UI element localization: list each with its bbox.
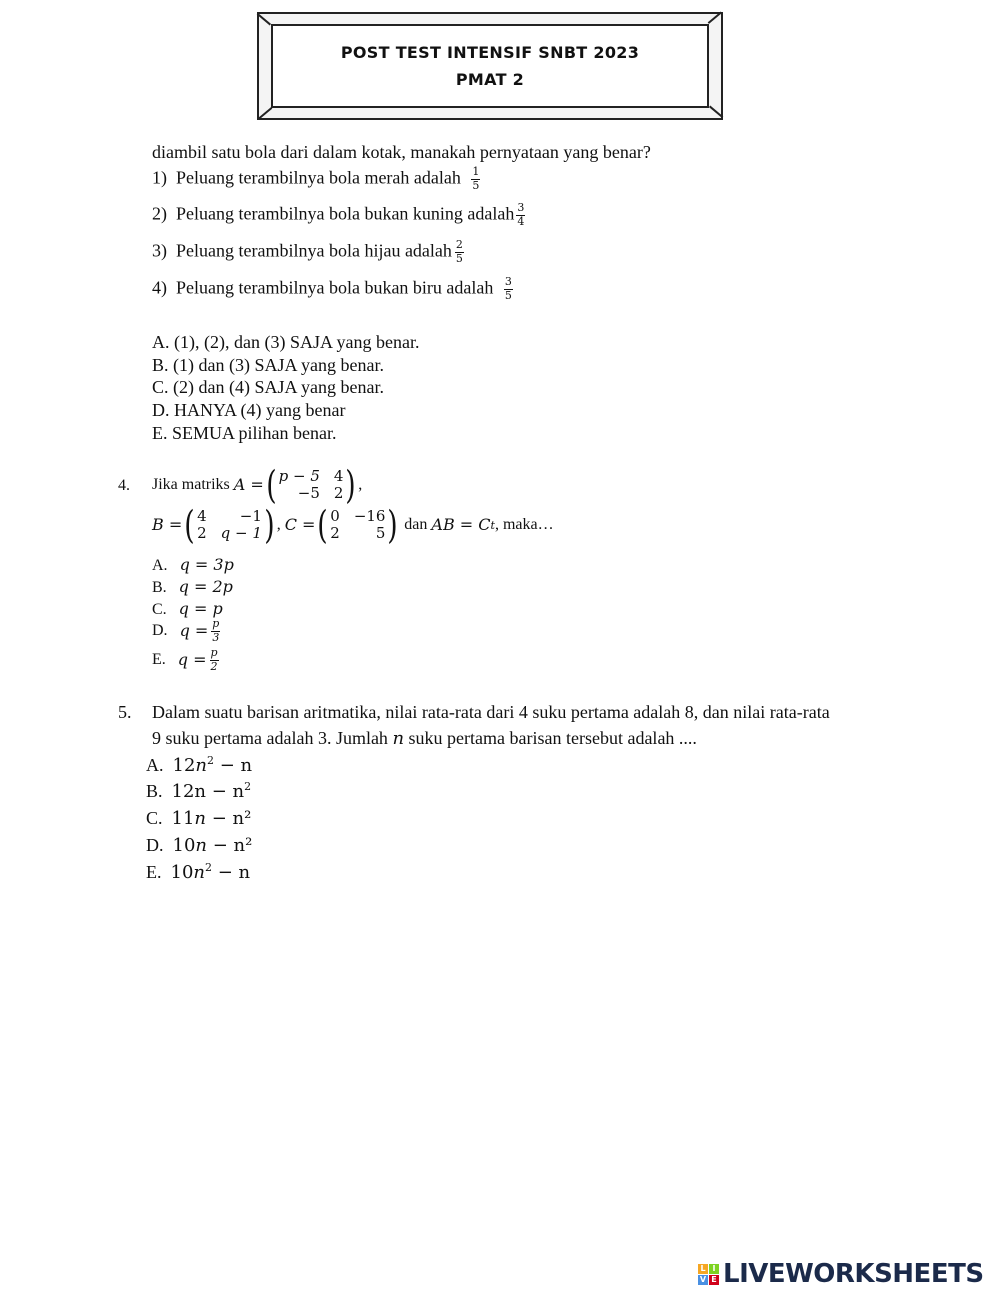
fraction-numerator: p	[210, 646, 218, 659]
matrix-cell: 4	[197, 506, 207, 525]
q5-option-b[interactable]	[146, 781, 251, 801]
q5-var: n	[392, 728, 405, 749]
q3-statement-1	[152, 166, 480, 192]
fraction	[455, 239, 464, 265]
q4-option-d[interactable]	[152, 618, 220, 644]
fraction-numerator: p	[212, 617, 220, 630]
matrix-cell: q − 1	[220, 524, 262, 542]
option-expr-part: − n	[212, 862, 251, 883]
option-letter: C.	[152, 601, 167, 618]
option-expr-part: 12	[172, 755, 196, 776]
q5-option-e[interactable]	[146, 862, 250, 882]
fraction	[471, 166, 480, 192]
q3-option-a[interactable]: A. (1), (2), dan (3) SAJA yang benar.	[152, 332, 420, 352]
fraction-numerator: 1	[472, 165, 480, 178]
q4-intro: Jika matriks	[152, 476, 230, 493]
q5-number: 5.	[118, 702, 132, 722]
fraction-denominator: 5	[472, 178, 480, 192]
fraction	[211, 618, 220, 644]
q5-line-2-a: 9 suku pertama adalah 3. Jumlah	[152, 728, 388, 748]
matrix-cell: p − 5	[278, 466, 320, 485]
matrix-cell: −5	[297, 484, 320, 502]
option-expr: q =	[177, 650, 207, 670]
matrix-cell: −1	[239, 506, 262, 525]
statement-text: Peluang terambilnya bola hijau adalah	[176, 240, 452, 261]
right-paren: )	[345, 463, 357, 507]
option-expr-part: 10	[170, 862, 194, 883]
statement-number: 3)	[152, 240, 167, 261]
matrix-cell: 0	[330, 506, 340, 525]
option-expr: q =	[179, 621, 209, 641]
q4-eq: AB = C	[431, 515, 491, 534]
option-expr-part: 12n − n	[171, 781, 245, 802]
title-inner	[271, 24, 709, 108]
option-expr: q = 3p	[179, 555, 234, 574]
fraction-numerator: 3	[517, 201, 525, 214]
left-paren: (	[184, 503, 195, 547]
option-letter: D.	[152, 622, 168, 640]
fraction-numerator: 3	[504, 275, 512, 288]
statement-text: Peluang terambilnya bola merah adalah	[176, 167, 461, 188]
option-expr-var: n	[195, 835, 207, 856]
fraction-denominator: 2	[210, 659, 218, 673]
q5-option-c[interactable]	[146, 808, 251, 828]
q3-option-b[interactable]: B. (1) dan (3) SAJA yang benar.	[152, 355, 384, 375]
right-paren: )	[387, 503, 399, 547]
matrix-c	[315, 503, 400, 547]
q3-option-d[interactable]: D. HANYA (4) yang benar	[152, 400, 346, 420]
option-expr-var: n	[193, 862, 205, 883]
q5-option-a[interactable]	[146, 755, 252, 775]
matrix-cell: 5	[375, 524, 386, 542]
option-letter: C.	[146, 808, 163, 828]
fraction	[516, 202, 525, 228]
option-letter: A.	[152, 557, 168, 574]
matrix-a	[264, 463, 358, 507]
fraction-numerator: 2	[455, 238, 463, 251]
statement-text: Peluang terambilnya bola bukan biru adalah	[176, 277, 494, 298]
option-letter: B.	[146, 781, 163, 801]
matrix-cell: 4	[333, 466, 344, 485]
q3-option-c[interactable]: C. (2) dan (4) SAJA yang benar.	[152, 377, 384, 397]
option-expr-part: 11	[171, 808, 195, 829]
left-paren: (	[266, 463, 277, 507]
matrix-cell: 2	[330, 524, 340, 542]
option-letter: E.	[146, 862, 162, 882]
q4-option-e[interactable]	[152, 647, 219, 673]
statement-text: Peluang terambilnya bola bukan kuning adalah	[176, 203, 515, 224]
option-expr-var: n	[195, 755, 207, 776]
q3-option-e[interactable]: E. SEMUA pilihan benar.	[152, 423, 337, 443]
q3-statement-4	[152, 276, 513, 302]
q4-b-label: B =	[152, 515, 183, 534]
q4-line-1: Jika matriks A = ( p − 5 4 −5 2 ) ,	[152, 463, 363, 507]
fraction-denominator: 3	[212, 630, 220, 644]
q4-tail: , maka…	[494, 516, 554, 533]
option-expr-sup: 2	[207, 754, 214, 767]
option-expr: q = 2p	[178, 577, 233, 596]
logo-block: V	[699, 1275, 707, 1284]
option-expr-sup: 2	[244, 780, 252, 793]
title-line-1: POST TEST INTENSIF SNBT 2023	[340, 43, 640, 62]
left-paren: (	[317, 503, 329, 547]
matrix-cell: 2	[197, 524, 207, 542]
q5-line-2	[152, 729, 697, 748]
option-letter: A.	[146, 755, 164, 775]
statement-number: 2)	[152, 203, 167, 224]
matrix-cell: −16	[353, 506, 386, 525]
q4-a-label: A =	[233, 475, 264, 494]
q5-option-d[interactable]	[146, 835, 252, 855]
option-expr-part: − n²	[207, 835, 253, 856]
q4-line-2: B = ( 4 −1 2 q − 1 ) , C = ( 0 −16 2 5 ) dan AB = C t , maka…	[152, 503, 554, 547]
option-expr-part: − n²	[206, 808, 252, 829]
title-box	[257, 12, 723, 120]
logo-block: I	[709, 1264, 719, 1274]
q3-statement-2	[152, 202, 525, 228]
q4-option-c[interactable]	[152, 601, 223, 618]
q5-line-2-b: suku pertama barisan tersebut adalah ....	[408, 728, 697, 748]
right-paren: )	[264, 503, 275, 547]
option-expr-part: − n	[214, 755, 253, 776]
title-line-2: PMAT 2	[455, 70, 525, 89]
fraction	[210, 647, 219, 673]
q4-option-b[interactable]	[152, 579, 233, 596]
q4-c-label: C =	[284, 515, 316, 534]
q4-number: 4.	[118, 477, 130, 494]
option-letter: D.	[146, 835, 164, 855]
option-expr: q = p	[178, 599, 223, 618]
logo-block: E	[709, 1275, 719, 1285]
option-expr-part: 10	[172, 835, 196, 856]
q4-conj: dan	[404, 516, 428, 533]
q5-line-1: Dalam suatu barisan aritmatika, nilai rata-rata dari 4 suku pertama adalah 8, dan nilai rata-rata	[152, 702, 830, 722]
q4-eq-sup: t	[490, 518, 495, 532]
logo-blocks-icon	[698, 1264, 719, 1285]
option-letter: E.	[152, 651, 166, 669]
matrix-cell: 2	[333, 484, 344, 502]
statement-number: 1)	[152, 167, 167, 188]
option-letter: B.	[152, 579, 167, 596]
fraction	[504, 276, 513, 302]
q3-stem: diambil satu bola dari dalam kotak, manakah pernyataan yang benar?	[152, 142, 651, 162]
logo-text: LIVEWORKSHEETS	[723, 1259, 984, 1289]
logo-block: L	[698, 1264, 708, 1274]
fraction-denominator: 4	[517, 214, 525, 228]
q4-option-a[interactable]	[152, 557, 234, 574]
fraction-denominator: 5	[504, 288, 512, 302]
q3-statement-3	[152, 239, 464, 265]
option-expr-var: n	[194, 808, 207, 829]
fraction-denominator: 5	[455, 251, 463, 265]
statement-number: 4)	[152, 277, 167, 298]
liveworksheets-logo[interactable]	[698, 1259, 984, 1289]
matrix-b	[182, 503, 276, 547]
option-expr-sup: 2	[205, 861, 212, 874]
